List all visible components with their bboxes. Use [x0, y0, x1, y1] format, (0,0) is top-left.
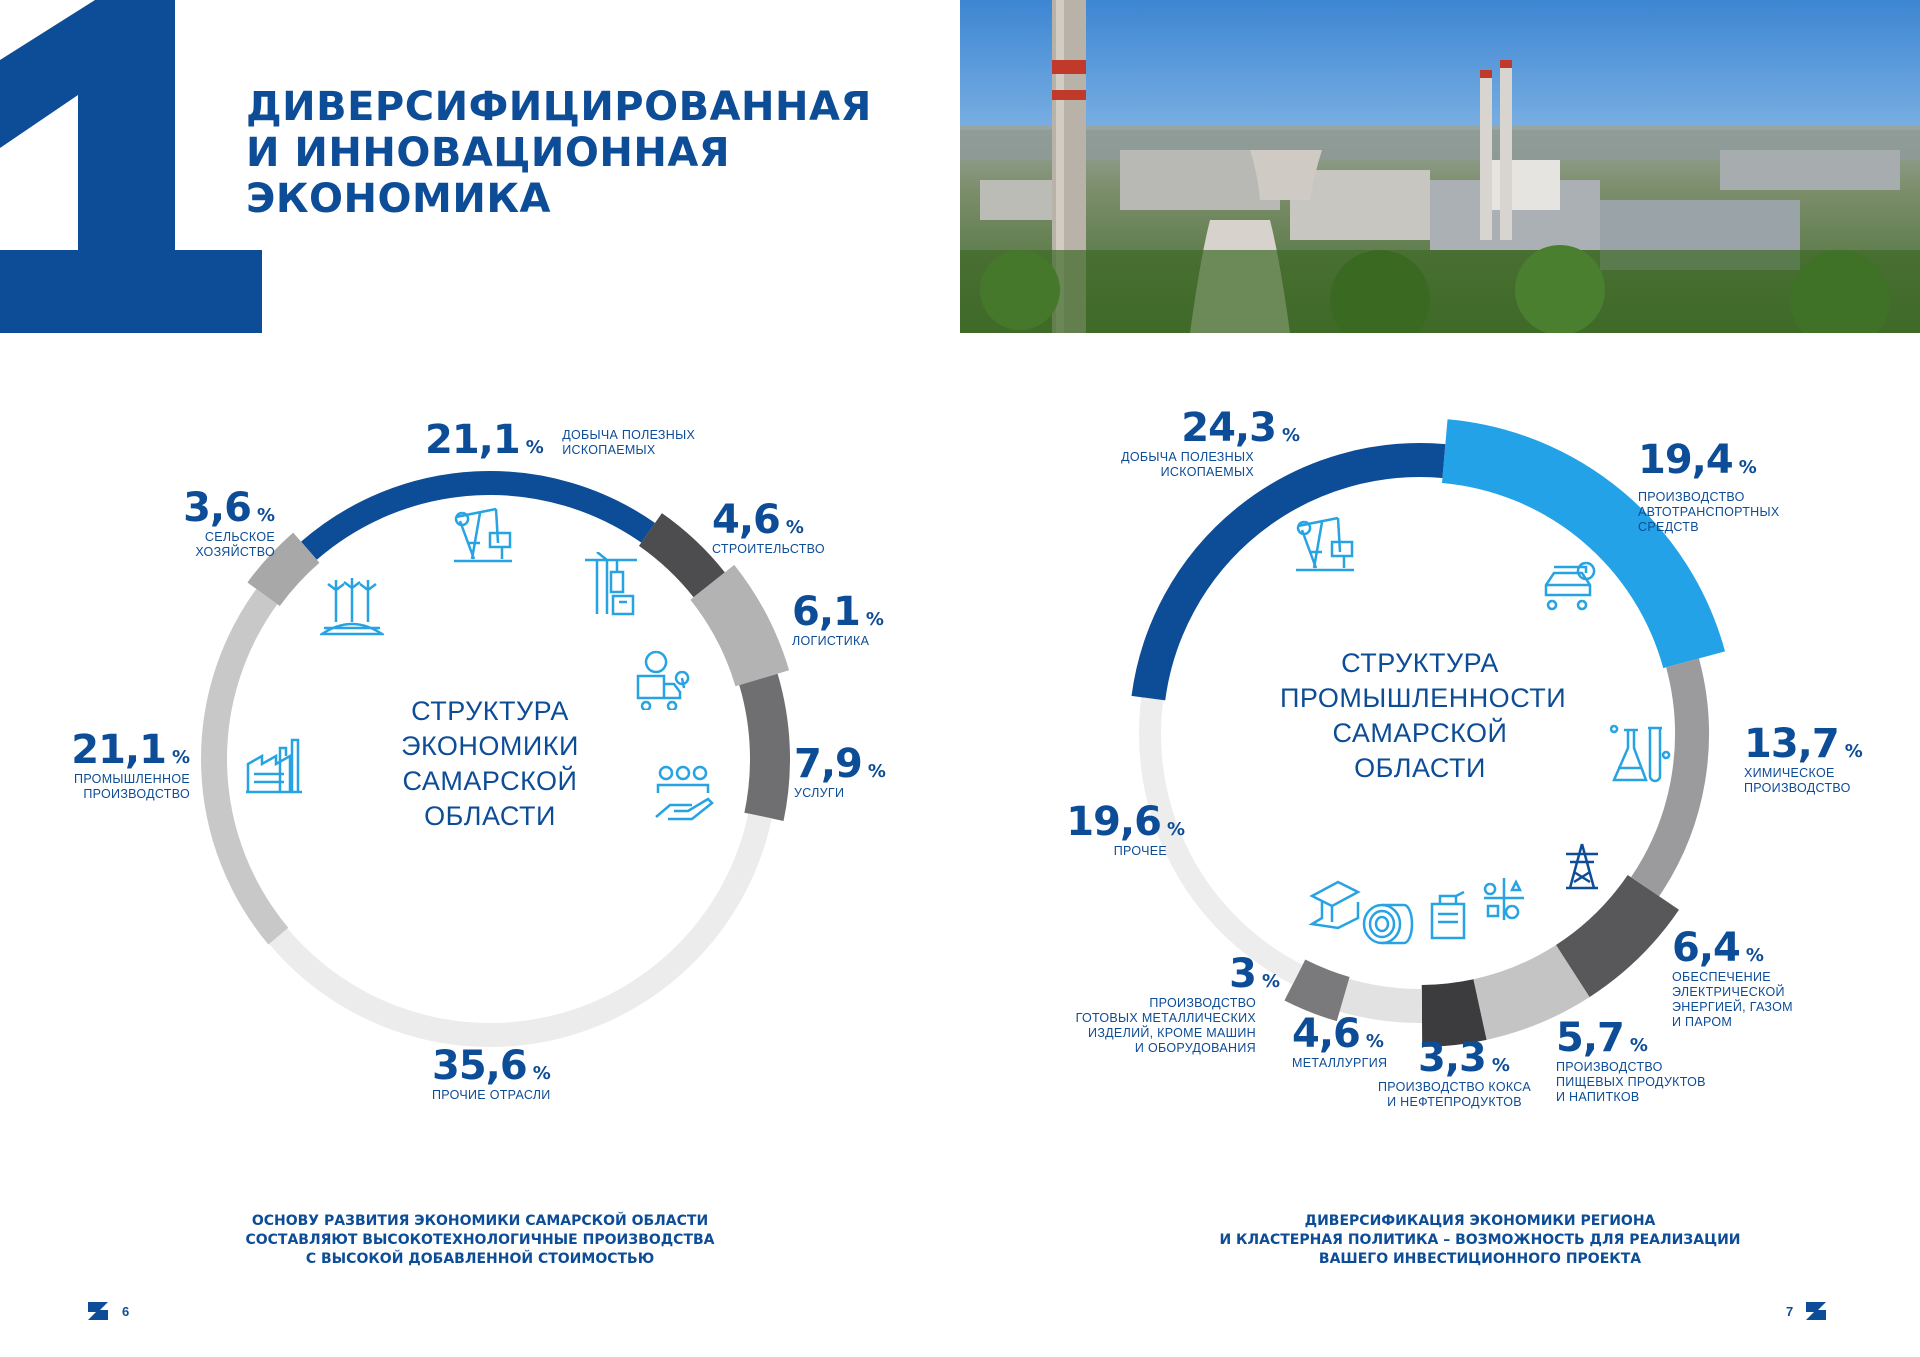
- label-value: 3,3: [1418, 1035, 1486, 1081]
- right-chart-title-line: ОБЛАСТИ: [1354, 753, 1486, 783]
- economy-segment: [650, 530, 709, 585]
- label-caption: ПРОМЫШЛЕННОЕ ПРОИЗВОДСТВО: [74, 772, 190, 801]
- footer-line: ДИВЕРСИФИКАЦИЯ ЭКОНОМИКИ РЕГИОНА: [1304, 1213, 1656, 1229]
- label-value: 4,6: [712, 497, 780, 543]
- label-construction: [712, 498, 825, 557]
- label-caption: ПРОЧИЕ ОТРАСЛИ: [432, 1088, 551, 1102]
- label-value: 35,6: [432, 1043, 527, 1089]
- footer-line: ВАШЕГО ИНВЕСТИЦИОННОГО ПРОЕКТА: [1318, 1251, 1642, 1267]
- people-hand-icon: [652, 765, 714, 827]
- factory-icon: [244, 734, 304, 796]
- label-unit: %: [525, 437, 544, 458]
- label-other-industries: [432, 1044, 551, 1103]
- label-caption: УСЛУГИ: [794, 786, 845, 800]
- label-value: 21,1: [425, 417, 520, 463]
- right-chart-title-line: САМАРСКОЙ: [1332, 718, 1508, 748]
- label-r-vehicles: [1638, 438, 1780, 535]
- footer-line: С ВЫСОКОЙ ДОБАВЛЕННОЙ СТОИМОСТЬЮ: [305, 1251, 655, 1267]
- wheat-icon: [320, 576, 384, 636]
- label-r-metal-products: [1040, 952, 1280, 1056]
- industry-segment: [1295, 980, 1343, 999]
- label-r-chemical: [1744, 722, 1863, 796]
- label-mining: [425, 418, 695, 462]
- economy-segment: [712, 582, 762, 678]
- label-unit: %: [1738, 457, 1757, 478]
- label-unit: %: [865, 609, 884, 630]
- label-unit: %: [1281, 425, 1300, 446]
- industrial-plant-photo: [960, 0, 1920, 333]
- label-unit: %: [532, 1063, 551, 1084]
- industry-segment: [1422, 1010, 1480, 1016]
- label-unit: %: [867, 761, 886, 782]
- economy-segment: [758, 679, 770, 816]
- label-r-other: [1040, 800, 1185, 859]
- label-value: 3: [1229, 951, 1256, 997]
- footer-line: И КЛАСТЕРНАЯ ПОЛИТИКА – ВОЗМОЖНОСТЬ ДЛЯ РЕАЛИЗАЦИИ: [1219, 1232, 1741, 1248]
- label-agriculture: [150, 486, 275, 560]
- left-chart-title-line: ОБЛАСТИ: [424, 801, 556, 831]
- label-value: 7,9: [794, 741, 862, 787]
- page-number-right: 7: [1786, 1304, 1794, 1319]
- car-gear-icon: [1542, 553, 1602, 613]
- industry-segment: [1573, 892, 1654, 971]
- label-caption: СТРОИТЕЛЬСТВО: [712, 542, 825, 556]
- label-manufacturing: [60, 728, 190, 802]
- chemistry-flask-icon: [1610, 722, 1672, 788]
- page-number-left: 6: [122, 1304, 130, 1319]
- label-value: 4,6: [1292, 1011, 1360, 1057]
- right-chart-title-line: СТРУКТУРА: [1341, 648, 1499, 678]
- label-value: 19,6: [1066, 799, 1161, 845]
- title-line-3: ЭКОНОМИКА: [246, 176, 551, 222]
- label-caption: ПРОИЗВОДСТВО ГОТОВЫХ МЕТАЛЛИЧЕСКИХ ИЗДЕЛИЙ, КРОМЕ МАШИН И ОБОРУДОВАНИЯ: [1075, 996, 1256, 1055]
- label-value: 6,1: [792, 589, 860, 635]
- label-caption: СЕЛЬСКОЕ ХОЗЯЙСТВО: [195, 530, 275, 559]
- title-line-2: И ИННОВАЦИОННАЯ: [246, 130, 731, 176]
- label-value: 24,3: [1181, 405, 1276, 451]
- label-unit: %: [1166, 819, 1185, 840]
- label-caption: ДОБЫЧА ПОЛЕЗНЫХ ИСКОПАЕМЫХ: [1121, 450, 1254, 479]
- footer-right-text: [1160, 1212, 1800, 1269]
- label-caption: ДОБЫЧА ПОЛЕЗНЫХ ИСКОПАЕМЫХ: [562, 428, 696, 457]
- label-caption: МЕТАЛЛУРГИЯ: [1292, 1056, 1388, 1070]
- label-r-coke: [1378, 1036, 1531, 1110]
- label-unit: %: [1491, 1055, 1510, 1076]
- label-logistics: [792, 590, 884, 649]
- label-unit: %: [1629, 1035, 1648, 1056]
- footer-line: ОСНОВУ РАЗВИТИЯ ЭКОНОМИКИ САМАРСКОЙ ОБЛАСТИ: [251, 1213, 709, 1229]
- footer-line: СОСТАВЛЯЮТ ВЫСОКОТЕХНОЛОГИЧНЫЕ ПРОИЗВОДСТВА: [245, 1232, 715, 1248]
- industry-segment: [1344, 995, 1422, 1006]
- logo-mark-icon: [1804, 1300, 1828, 1322]
- label-unit: %: [1745, 945, 1764, 966]
- label-value: 3,6: [183, 485, 251, 531]
- label-caption: ЛОГИСТИКА: [792, 634, 870, 648]
- title-line-1: ДИВЕРСИФИЦИРОВАННАЯ: [246, 84, 872, 130]
- economy-segment: [278, 816, 760, 1035]
- label-caption: ХИМИЧЕСКОЕ ПРОИЗВОДСТВО: [1744, 766, 1851, 795]
- label-caption: ПРОИЗВОДСТВО КОКСА И НЕФТЕПРОДУКТОВ: [1378, 1080, 1532, 1109]
- left-chart-title-line: ЭКОНОМИКИ: [401, 731, 579, 761]
- left-chart-title-line: СТРУКТУРА: [411, 696, 569, 726]
- label-r-metallurgy: [1292, 1012, 1387, 1071]
- power-tower-icon: [1562, 842, 1602, 890]
- right-chart-title-line: ПРОМЫШЛЕННОСТИ: [1280, 683, 1567, 713]
- label-caption: ПРОИЗВОДСТВО АВТОТРАНСПОРТНЫХ СРЕДСТВ: [1638, 490, 1780, 534]
- label-caption: ПРОИЗВОДСТВО ПИЩЕВЫХ ПРОДУКТОВ И НАПИТКОВ: [1556, 1060, 1706, 1104]
- label-r-mining: [1105, 406, 1300, 480]
- label-unit: %: [1261, 971, 1280, 992]
- oil-pump-icon: [450, 503, 516, 565]
- fuel-canister-icon: [1426, 890, 1470, 942]
- oil-pump-icon: [1292, 512, 1358, 574]
- steel-beam-icon: [1308, 878, 1362, 930]
- left-chart-title: [370, 694, 610, 834]
- label-value: 19,4: [1638, 437, 1733, 483]
- label-unit: %: [785, 517, 804, 538]
- metal-coil-icon: [1360, 902, 1418, 946]
- logo-mark-icon: [86, 1300, 110, 1322]
- right-chart-title: [1280, 646, 1567, 786]
- label-unit: %: [1365, 1031, 1384, 1052]
- delivery-truck-icon: [634, 648, 696, 710]
- industry-segment: [1480, 971, 1573, 1010]
- label-value: 13,7: [1744, 721, 1839, 767]
- food-icon: [1480, 874, 1528, 924]
- footer-left-text: [200, 1212, 760, 1269]
- label-value: 6,4: [1672, 925, 1740, 971]
- label-services: [794, 742, 886, 801]
- label-value: 21,1: [71, 727, 166, 773]
- label-r-food: [1556, 1016, 1706, 1105]
- label-value: 5,7: [1556, 1015, 1624, 1061]
- left-chart-title-line: САМАРСКОЙ: [402, 766, 578, 796]
- label-unit: %: [256, 505, 275, 526]
- label-r-energy: [1672, 926, 1793, 1030]
- label-unit: %: [1844, 741, 1863, 762]
- crane-icon: [583, 552, 639, 616]
- label-caption: ОБЕСПЕЧЕНИЕ ЭЛЕКТРИЧЕСКОЙ ЭНЕРГИЕЙ, ГАЗОМ И ПАРОМ: [1672, 970, 1793, 1029]
- label-caption: ПРОЧЕЕ: [1113, 844, 1167, 858]
- label-unit: %: [171, 747, 190, 768]
